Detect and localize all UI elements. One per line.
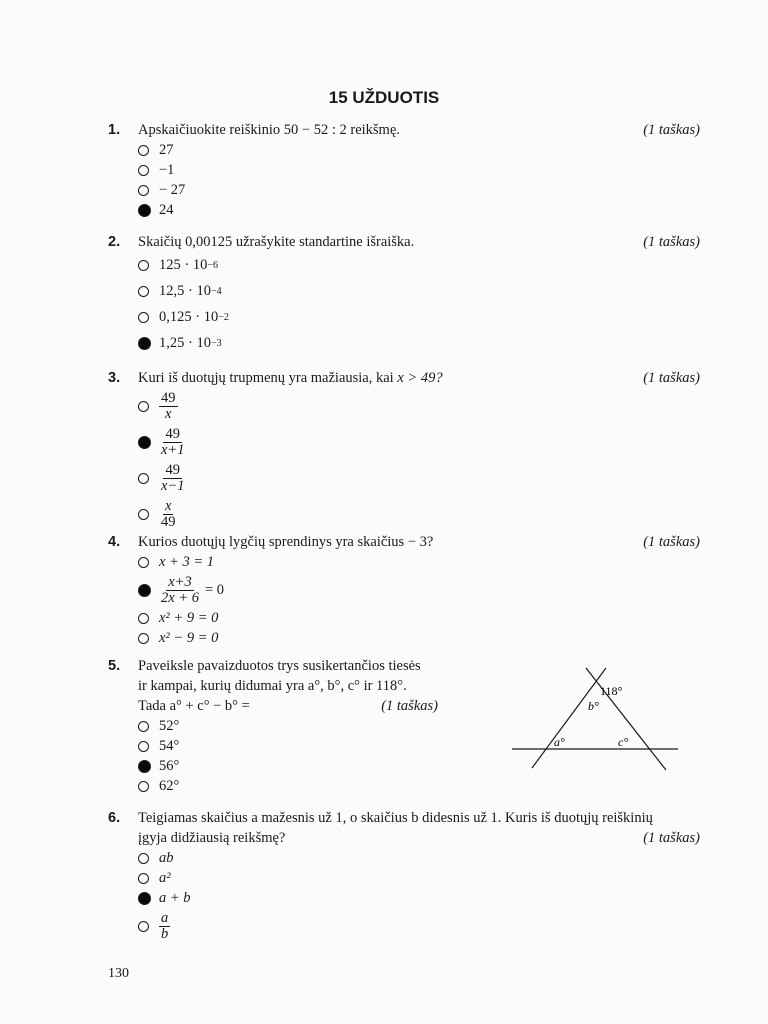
option-c[interactable]: a + b — [138, 888, 700, 908]
option-a[interactable]: 52° — [138, 716, 700, 736]
question-4 — [108, 532, 700, 648]
option-c[interactable]: 0,125 · 10 −2 — [138, 304, 700, 330]
points-label: (1 taškas) — [643, 122, 700, 138]
points-label: (1 taškas) — [381, 698, 438, 714]
question-number: 4. — [108, 534, 121, 550]
line-right-to-left — [532, 668, 606, 768]
question-1 — [108, 120, 700, 220]
option-a[interactable]: 27 — [138, 140, 700, 160]
question-text: Kuri iš duotųjų trupmenų yra mažiausia, kai x > 49? — [138, 370, 443, 386]
option-b[interactable]: $\frac{x+3}{2x + 6}$ = 0 — [138, 572, 700, 608]
radio-icon[interactable] — [138, 165, 149, 176]
radio-icon[interactable] — [138, 473, 149, 484]
radio-icon[interactable] — [138, 145, 149, 156]
page-title: 15 UŽDUOTIS — [328, 88, 440, 107]
option-a[interactable]: x + 3 = 1 — [138, 552, 700, 572]
angle-118-label: 118° — [600, 684, 623, 698]
option-a[interactable]: ab — [138, 848, 700, 868]
option-a[interactable]: 125 · 10 −6 — [138, 252, 700, 278]
radio-icon[interactable] — [138, 509, 149, 520]
radio-icon[interactable] — [138, 557, 149, 568]
option-a[interactable] — [138, 388, 700, 424]
fraction: $\frac{a}{b}$ — [161, 909, 169, 942]
option-c[interactable] — [138, 460, 700, 496]
radio-icon[interactable] — [138, 286, 149, 297]
radio-filled-icon[interactable] — [138, 204, 151, 217]
radio-filled-icon[interactable] — [138, 892, 151, 905]
radio-icon[interactable] — [138, 721, 149, 732]
option-d[interactable] — [138, 496, 700, 532]
option-d[interactable]: 24 — [138, 200, 700, 220]
points-label: (1 taškas) — [643, 534, 700, 550]
option-b[interactable]: 54° — [138, 736, 700, 756]
question-text: Apskaičiuokite reiškinio 50 − 52 : 2 reikšmę. — [138, 122, 400, 138]
question-number: 6. — [108, 810, 121, 826]
option-c[interactable]: − 27 — [138, 180, 700, 200]
radio-filled-icon[interactable] — [138, 584, 151, 597]
fraction: $\frac{x}{49}$ — [161, 497, 176, 530]
question-number: 2. — [108, 234, 121, 250]
points-label: (1 taškas) — [643, 234, 700, 250]
question-3 — [108, 368, 700, 532]
radio-icon[interactable] — [138, 312, 149, 323]
option-d[interactable]: x² − 9 = 0 — [138, 628, 700, 648]
radio-icon[interactable] — [138, 633, 149, 644]
radio-icon[interactable] — [138, 921, 149, 932]
radio-icon[interactable] — [138, 260, 149, 271]
option-d[interactable]: 62° — [138, 776, 700, 796]
option-d[interactable]: 1,25 · 10 −3 — [138, 330, 700, 356]
fraction: $\frac{x+3}{2x + 6}$ — [161, 573, 199, 606]
radio-icon[interactable] — [138, 613, 149, 624]
question-number: 3. — [108, 370, 121, 386]
points-label: (1 taškas) — [643, 830, 700, 846]
angle-b-label: b° — [588, 699, 599, 713]
option-b[interactable]: −1 — [138, 160, 700, 180]
question-text-cont: Tada a° + c° − b° = — [138, 698, 250, 714]
option-c[interactable]: 56° — [138, 756, 700, 776]
option-d[interactable] — [138, 908, 700, 944]
question-6 — [108, 808, 700, 944]
line-left-to-right — [586, 668, 666, 770]
question-number: 1. — [108, 122, 121, 138]
option-b[interactable]: a² — [138, 868, 700, 888]
question-2 — [108, 232, 700, 356]
radio-icon[interactable] — [138, 401, 149, 412]
angle-c-label: c° — [618, 735, 629, 749]
page-number: 130 — [108, 966, 129, 981]
radio-icon[interactable] — [138, 853, 149, 864]
question-text: Teigiamas skaičius a mažesnis už 1, o skaičius b didesnis už 1. Kuris iš duotųjų reiškinių — [138, 810, 653, 826]
question-text: Skaičių 0,00125 užrašykite standartine išraiška. — [138, 234, 415, 250]
radio-filled-icon[interactable] — [138, 337, 151, 350]
question-number: 5. — [108, 658, 121, 674]
question-text: Paveiksle pavaizduotos trys susikertančios tiesės — [138, 658, 421, 674]
radio-icon[interactable] — [138, 873, 149, 884]
option-b[interactable]: 12,5 · 10 −4 — [138, 278, 700, 304]
radio-filled-icon[interactable] — [138, 436, 151, 449]
fraction: $\frac{49}{x-1}$ — [161, 461, 185, 494]
option-c[interactable]: x² + 9 = 0 — [138, 608, 700, 628]
points-label: (1 taškas) — [643, 370, 700, 386]
radio-filled-icon[interactable] — [138, 760, 151, 773]
radio-icon[interactable] — [138, 781, 149, 792]
radio-icon[interactable] — [138, 741, 149, 752]
fraction: $\frac{49}{x}$ — [161, 389, 176, 422]
question-text-cont: įgyja didžiausią reikšmę? — [138, 830, 286, 846]
angle-a-label: a° — [554, 735, 565, 749]
question-text-cont: ir kampai, kurių didumai yra a°, b°, c° ir 118°. — [138, 678, 407, 694]
intersecting-lines-figure — [506, 662, 690, 774]
radio-icon[interactable] — [138, 185, 149, 196]
question-text: Kurios duotųjų lygčių sprendinys yra skaičius − 3? — [138, 534, 434, 550]
option-b[interactable] — [138, 424, 700, 460]
fraction: $\frac{49}{x+1}$ — [161, 425, 185, 458]
